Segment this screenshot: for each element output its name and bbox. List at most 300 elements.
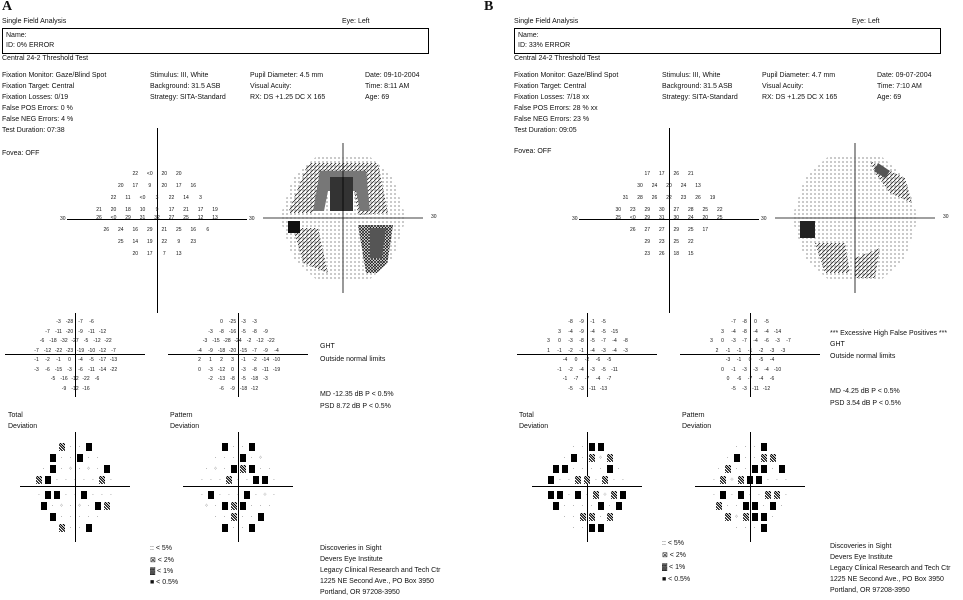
pattern-deviation-value: -3 [208,366,213,373]
total-deviation-plot-symbol-dark [45,476,51,484]
pattern-deviation-value: -1 [736,357,742,363]
total-deviation-plot-symbol: · [572,443,575,450]
td-label-2: Deviation [519,423,549,430]
pattern-deviation-plot-symbol: · [749,491,751,498]
total-deviation-plot-symbol: · [581,524,584,531]
total-deviation-value: -2 [568,366,573,373]
total-deviation-plot-symbol: · [38,491,40,498]
pattern-deviation-plot-symbol-dark [761,465,767,473]
total-deviation-value: -11 [55,328,62,335]
pattern-deviation-plot-symbol: · [713,491,715,498]
axis-label: 30 [761,216,767,222]
total-deviation-plot-symbol [611,491,617,499]
total-deviation-plot-symbol: · [599,513,602,520]
td-label-2: Deviation [8,423,38,430]
fovea-label: Fovea: OFF [2,150,40,157]
pattern-deviation-plot-symbol: · [771,513,774,520]
pattern-deviation-value: -4 [764,328,769,335]
pattern-deviation-plot-symbol: · [731,491,733,498]
pattern-deviation-plot-symbol: · [776,476,778,483]
ght-result: Outside normal limits [830,353,896,360]
total-deviation-value: -17 [98,357,107,363]
pattern-deviation-plot-symbol: · [268,502,271,509]
pattern-deviation-value: -8 [252,366,257,373]
total-deviation-plot-symbol: · [572,513,575,520]
name-box [514,28,941,54]
pattern-deviation-value: 3 [231,357,234,363]
pattern-deviation-value: -4 [731,328,736,335]
info-mid-line: Strategy: SITA-Standard [662,94,738,101]
pattern-deviation-plot-symbol: · [273,476,275,483]
pattern-deviation-plot-symbol-dark [249,465,255,473]
pattern-deviation-value: -10 [773,366,782,373]
name-label: Name: [518,32,539,39]
pattern-deviation-plot-symbol: · [735,443,738,450]
pattern-deviation-plot-symbol-dark [761,524,767,532]
pattern-deviation-value: -9 [208,347,213,354]
total-deviation-value: -4 [78,357,83,363]
total-deviation-plot-symbol: · [42,465,45,472]
threshold-value: 29 [644,239,651,245]
info-date-line: Date: 09-07-2004 [877,72,932,79]
total-deviation-plot-symbol: · [78,465,81,472]
threshold-value: 9 [177,239,181,245]
total-deviation-value: -2 [584,357,590,363]
info-right-line: Visual Acuity: [762,83,804,90]
pattern-deviation-value: -9 [263,328,268,335]
threshold-value: 18 [125,207,131,213]
institute-2: Devers Eye Institute [320,556,383,563]
pattern-deviation-value: -3 [202,338,208,344]
pattern-deviation-plot-symbol: · [232,443,235,450]
total-deviation-value: -13 [109,357,118,363]
pattern-deviation-plot-symbol: · [237,491,239,498]
total-deviation-plot-symbol: · [572,524,575,531]
threshold-value: 28 [637,195,643,201]
threshold-value: 31 [658,215,665,221]
report-panel-b [482,0,963,600]
threshold-value: 17 [168,207,175,213]
pattern-deviation-plot-symbol-dark [779,465,785,473]
total-deviation-plot-symbol: · [572,502,575,509]
legend-1: ▓ < 1% [150,568,174,575]
total-deviation-value: -6 [39,338,45,344]
threshold-value: 20 [132,251,139,257]
threshold-value: 17 [702,227,709,233]
total-deviation-plot-symbol: · [572,465,575,472]
threshold-value: 12 [197,215,204,221]
total-deviation-value: -9 [61,385,67,392]
total-deviation-plot-symbol [593,491,599,499]
total-deviation-value: -6 [94,376,100,382]
pattern-deviation-value: -14 [773,328,782,335]
threshold-value: 20 [666,183,672,189]
threshold-value: 19 [146,239,153,245]
total-deviation-value: -2 [568,347,573,354]
threshold-value: 11 [125,195,131,201]
psd-value: PSD 3.54 dB P < 0.5% [830,400,901,407]
pattern-deviation-plot-symbol: · [713,476,715,483]
pattern-deviation-value: -5 [241,328,246,335]
total-deviation-value: 0 [574,357,578,363]
total-deviation-value: -12 [93,338,101,344]
pattern-deviation-plot-symbol-dark [222,443,228,451]
pattern-deviation-value: -12 [762,385,771,392]
pattern-deviation-value: -28 [223,338,231,344]
info-left-line: False NEG Errors: 23 % [514,116,590,123]
threshold-value: 15 [687,251,694,257]
total-deviation-plot-symbol: · [599,465,602,472]
axis-label: 30 [572,216,578,222]
info-mid-line: Background: 31.5 ASB [150,83,221,90]
pattern-deviation-value: 3 [710,338,713,344]
total-deviation-plot-symbol: · [101,491,103,498]
pattern-deviation-value: -11 [262,366,269,373]
legend-1: ▓ < 1% [662,564,686,571]
threshold-value: 29 [125,215,131,221]
total-deviation-value: -10 [87,347,96,354]
total-deviation-value: -5 [89,357,94,363]
threshold-value: 22 [110,195,117,201]
threshold-value: 23 [644,251,651,257]
pattern-deviation-plot-symbol-dark [244,491,250,499]
pattern-deviation-plot-symbol-dark [262,476,268,484]
pattern-deviation-plot-symbol: · [219,476,221,483]
threshold-value: 22 [716,207,723,213]
total-deviation-value: 3 [547,338,550,344]
threshold-value: 20 [175,171,182,177]
threshold-value: 25 [183,215,189,221]
total-deviation-value: -14 [98,366,107,373]
pattern-deviation-value: -18 [250,376,259,382]
threshold-value: 13 [212,215,218,221]
total-deviation-value: -6 [89,319,94,325]
total-deviation-plot-symbol-dark [548,476,554,484]
total-deviation-value: -22 [82,376,90,382]
total-deviation-value: -9 [579,328,584,335]
pattern-deviation-value: -7 [742,338,747,344]
pattern-deviation-value: 0 [220,319,223,325]
total-deviation-plot-symbol-dark [562,465,568,473]
pattern-deviation-plot-symbol: · [735,502,738,509]
total-deviation-value: -4 [562,357,568,363]
total-deviation-plot-symbol: · [78,513,81,520]
total-deviation-plot-symbol: · [563,502,566,509]
institute-2: Devers Eye Institute [830,554,893,561]
total-deviation-plot-symbol-dark [598,524,604,532]
pattern-deviation-value: 0 [721,338,724,344]
threshold-value: 9 [148,183,152,189]
total-deviation-plot-symbol-dark [598,443,604,451]
total-deviation-plot-symbol-dark [86,524,92,532]
pattern-deviation-plot-symbol: · [237,476,239,483]
pattern-deviation-value: -3 [241,319,246,325]
total-deviation-value: -28 [65,319,74,325]
total-deviation-plot-symbol [580,513,586,521]
pattern-deviation-plot-symbol-dark [734,454,740,462]
total-deviation-value: -27 [71,338,79,344]
total-deviation-value: 3 [558,328,561,335]
total-deviation-plot-symbol-dark [54,491,60,499]
pattern-deviation-value: -5 [731,385,736,392]
pattern-deviation-value: -4 [758,376,764,382]
pattern-deviation-plot-symbol-dark [747,476,753,484]
threshold-value: 30 [673,215,680,221]
total-deviation-value: -16 [82,385,90,392]
pattern-deviation-plot-symbol [231,513,237,521]
total-deviation-plot-symbol: · [92,491,94,498]
pattern-deviation-value: -2 [208,376,213,382]
total-deviation-plot-symbol: ⁘ [77,502,82,509]
total-deviation-plot-symbol: · [586,491,588,498]
info-left-line: Fixation Target: Central [514,83,587,90]
total-deviation-plot-symbol: · [559,476,561,483]
total-deviation-value: -23 [65,347,74,354]
total-deviation-plot-symbol [99,476,105,484]
pattern-deviation-plot-symbol [770,454,776,462]
threshold-value: 16 [190,227,197,233]
threshold-value: 29 [673,227,680,233]
total-deviation-plot-symbol: · [78,443,81,450]
threshold-value: 21 [687,171,694,177]
total-deviation-value: -4 [568,328,573,335]
total-deviation-plot-symbol [602,476,608,484]
institute-5: Portland, OR 97208-3950 [830,587,910,594]
pattern-deviation-plot-symbol: · [201,491,203,498]
pattern-deviation-value: -2 [758,347,764,354]
total-deviation-value: 1 [547,347,550,354]
pattern-deviation-value: -1 [241,357,246,363]
total-deviation-plot-symbol: · [568,476,570,483]
total-deviation-plot-symbol: · [110,491,112,498]
eye-label: Eye: Left [342,18,370,25]
threshold-value: 23 [629,207,636,213]
total-deviation-plot-symbol: · [581,454,584,461]
total-deviation-value: -15 [610,328,619,335]
threshold-value: 29 [644,215,651,221]
info-left-line: Fixation Losses: 0/19 [2,94,69,101]
total-deviation-value: -6 [45,366,50,373]
threshold-value: 22 [687,239,694,245]
pattern-deviation-value: -6 [736,376,742,382]
total-deviation-plot-symbol: · [617,465,620,472]
threshold-value: 19 [212,207,218,213]
pattern-deviation-value: -15 [239,347,248,354]
pattern-deviation-value: -3 [753,366,758,373]
total-deviation-value: -9 [579,319,584,325]
threshold-value: 26 [629,227,636,233]
threshold-value: 17 [658,171,665,177]
pattern-deviation-value: -22 [267,338,275,344]
threshold-value: 17 [132,183,139,189]
pattern-deviation-v-axis [747,313,753,397]
total-deviation-plot-symbol-dark [50,465,56,473]
pattern-deviation-value: -4 [769,357,775,363]
total-deviation-plot-symbol: · [590,502,593,509]
total-deviation-plot-symbol: · [69,443,72,450]
report-title: Single Field Analysis [2,18,67,25]
report-panel-a [0,0,481,600]
total-deviation-plot-symbol-dark [575,491,581,499]
pattern-deviation-plot-symbol: · [753,524,756,531]
threshold-value: 25 [673,239,680,245]
total-deviation-plot-symbol [589,513,595,521]
total-deviation-plot-symbol [584,476,590,484]
info-mid-line: Background: 31.5 ASB [662,83,733,90]
pattern-deviation-value: -18 [217,347,226,354]
pattern-deviation-plot-symbol-dark [770,502,776,510]
threshold-value: 27 [644,227,651,233]
legend-05: ■ < 0.5% [662,576,691,583]
pattern-deviation-value: -6 [764,338,769,344]
pattern-deviation-value: -3 [725,357,731,363]
total-deviation-plot-symbol-dark [620,491,626,499]
threshold-value: 30 [637,183,643,189]
pattern-deviation-plot-symbol: · [744,454,747,461]
total-deviation-plot-symbol: · [69,513,72,520]
total-deviation-value: -5 [590,338,595,344]
total-deviation-plot-symbol: · [568,491,570,498]
md-value: MD -4.25 dB P < 0.5% [830,388,900,395]
pattern-deviation-plot-symbol [231,502,237,510]
info-right-line: Pupil Diameter: 4.7 mm [762,72,836,79]
pattern-deviation-plot-symbol [716,502,722,510]
total-deviation-value: -5 [50,376,56,382]
pattern-deviation-plot-symbol: · [726,454,729,461]
total-deviation-plot-symbol: · [608,502,611,509]
institute-1: Discoveries in Sight [320,545,382,552]
pattern-deviation-value: -1 [747,347,753,354]
threshold-value: 25 [716,215,723,221]
pattern-deviation-value: -4 [764,366,769,373]
pattern-deviation-value: -14 [261,357,270,363]
pattern-deviation-plot-symbol-dark [761,443,767,451]
total-deviation-plot-symbol: · [87,513,90,520]
total-deviation-value: -7 [606,376,612,382]
pattern-deviation-plot-symbol: · [232,454,235,461]
legend-2: ⊠ < 2% [662,552,686,559]
pattern-deviation-value: -12 [217,366,226,373]
pattern-deviation-plot-symbol [240,465,246,473]
threshold-value: <0 [110,215,117,221]
total-deviation-value: -3 [34,366,39,373]
threshold-value: 27 [168,215,175,221]
threshold-value: 32 [154,215,160,221]
pattern-deviation-value: -5 [758,357,764,363]
pattern-deviation-value: -7 [786,338,791,344]
pattern-deviation-value: -16 [228,328,237,335]
threshold-value: 20 [110,207,117,213]
pattern-deviation-v-axis [238,313,239,397]
pattern-deviation-plot-symbol [774,491,780,499]
pattern-deviation-plot-symbol: · [250,454,253,461]
info-right-line: RX: DS +1.25 DC X 165 [762,94,838,101]
pattern-deviation-plot-symbol: · [735,524,738,531]
pattern-deviation-plot-symbol: · [744,524,747,531]
pattern-deviation-plot-symbol: · [780,502,783,509]
pattern-deviation-value: -4 [753,328,758,335]
pattern-deviation-value: -5 [241,376,246,382]
pattern-deviation-plot-symbol: · [762,502,765,509]
threshold-value: 3 [155,195,159,201]
total-deviation-value: -1 [562,376,568,382]
info-left-line: Fixation Monitor: Gaze/Blind Spot [514,72,619,79]
info-date-line: Time: 7:10 AM [877,83,922,90]
pattern-deviation-plot-symbol: · [241,443,244,450]
legend-05: ■ < 0.5% [150,579,179,586]
pattern-deviation-value: -7 [747,376,753,382]
pattern-deviation-plot-symbol: · [210,476,212,483]
total-deviation-value: -6 [78,366,83,373]
pattern-deviation-value: -3 [775,338,780,344]
total-deviation-plot-symbol: · [74,476,76,483]
total-deviation-value: -1 [56,357,61,363]
pattern-deviation-plot-symbol [725,513,731,521]
map-region [288,221,300,233]
threshold-value: 23 [658,239,665,245]
threshold-value: 25 [117,239,124,245]
grayscale-map [258,133,428,303]
pattern-deviation-plot-symbol [738,476,744,484]
total-deviation-plot-symbol: · [69,454,72,461]
total-deviation-value: -7 [34,347,39,354]
total-deviation-value: -1 [34,357,39,363]
total-deviation-plot-symbol-dark [104,465,110,473]
pattern-deviation-value: -8 [252,328,257,335]
pattern-deviation-value: -11 [752,385,759,392]
total-deviation-plot-symbol [575,476,581,484]
threshold-value: 29 [146,227,153,233]
pattern-deviation-plot-symbol [743,513,749,521]
pattern-deviation-plot-symbol-dark [222,502,228,510]
pattern-deviation-plot-symbol-dark [743,502,749,510]
total-deviation-value: -1 [557,366,562,373]
pattern-deviation-plot-symbol: ⁘ [734,513,739,520]
pattern-deviation-value: -1 [731,366,736,373]
axis-label: 30 [943,214,949,220]
total-deviation-value: -3 [67,366,72,373]
pattern-deviation-value: 0 [721,366,724,373]
pattern-deviation-value: -12 [256,338,264,344]
total-deviation-plot-symbol: · [65,491,67,498]
id-label: ID: 33% ERROR [518,42,571,49]
pattern-deviation-plot-symbol: · [717,465,720,472]
info-date-line: Age: 69 [365,94,390,101]
pattern-deviation-plot-symbol-dark [249,524,255,532]
total-deviation-plot-symbol: · [65,476,67,483]
total-deviation-value: -32 [60,338,68,344]
total-deviation-plot-symbol [589,454,595,462]
total-deviation-plot-symbol-dark [616,502,622,510]
total-deviation-plot-symbol-dark [553,465,559,473]
total-deviation-plot-symbol: · [563,513,566,520]
ght-title: GHT [830,341,845,348]
pattern-deviation-plot-symbol: · [205,465,208,472]
total-deviation-value: -11 [611,366,618,373]
threshold-value: 23 [190,239,197,245]
total-deviation-plot-symbol [36,476,42,484]
pattern-deviation-value: -9 [230,385,235,392]
total-deviation-plot-symbol: · [590,465,593,472]
pattern-deviation-value: -5 [764,319,769,325]
pattern-deviation-value: -3 [241,366,246,373]
pattern-deviation-value: -4 [753,338,758,344]
total-deviation-plot-symbol: · [87,502,90,509]
total-deviation-value: -7 [78,319,83,325]
threshold-value: 23 [680,195,687,201]
pattern-deviation-plot-symbol: · [259,502,262,509]
pattern-deviation-value: -8 [219,328,224,335]
